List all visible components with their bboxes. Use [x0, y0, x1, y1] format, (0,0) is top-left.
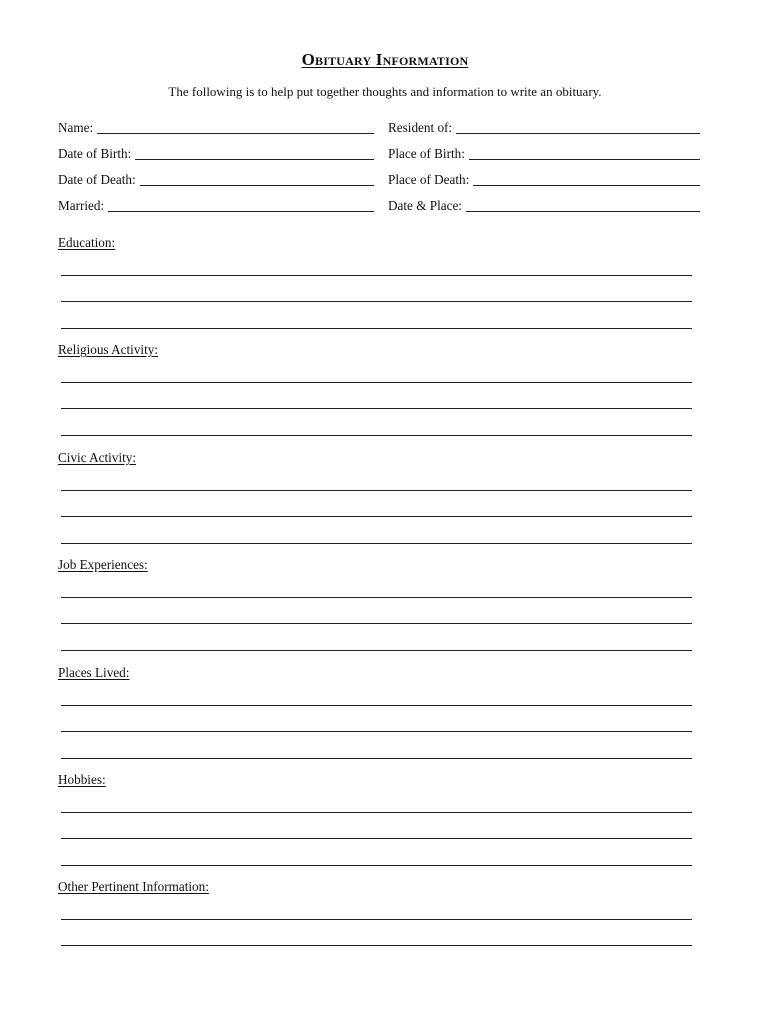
- places-lived-label: Places Lived:: [58, 665, 130, 680]
- married-field: [58, 198, 374, 214]
- hobbies-line[interactable]: [61, 812, 692, 813]
- civic-activity-line[interactable]: [61, 543, 692, 544]
- date-and-place-input[interactable]: [466, 199, 700, 212]
- place-of-birth-input[interactable]: [469, 147, 700, 160]
- date-of-death-input[interactable]: [140, 173, 374, 186]
- civic-activity-label: Civic Activity:: [58, 450, 137, 465]
- other-pertinent-information-label: Other Pertinent Information:: [58, 879, 209, 894]
- education-label: Education:: [58, 235, 116, 250]
- job-experiences-line[interactable]: [61, 623, 692, 624]
- religious-activity-line[interactable]: [61, 435, 692, 436]
- date-and-place-label: Date & Place:: [388, 198, 462, 213]
- place-of-birth-label: Place of Birth:: [388, 146, 465, 161]
- resident-of-label: Resident of:: [388, 120, 453, 135]
- education-line[interactable]: [61, 301, 692, 302]
- other-pertinent-information-line[interactable]: [61, 919, 692, 920]
- other-pertinent-information-line[interactable]: [61, 945, 692, 946]
- place-of-death-input[interactable]: [473, 173, 700, 186]
- page-subtitle: The following is to help put together thoughts and information to write an obituary.: [168, 84, 602, 99]
- page-title: Obituary Information: [301, 50, 469, 69]
- name-field: [58, 120, 374, 136]
- religious-activity-line[interactable]: [61, 382, 692, 383]
- date-and-place-field: [388, 198, 700, 214]
- date-of-birth-field: [58, 146, 374, 162]
- job-experiences-line[interactable]: [61, 650, 692, 651]
- job-experiences-label: Job Experiences:: [58, 557, 148, 572]
- religious-activity-label: Religious Activity:: [58, 342, 159, 357]
- married-label: Married:: [58, 198, 105, 213]
- name-label: Name:: [58, 120, 94, 135]
- married-input[interactable]: [108, 199, 374, 212]
- date-of-birth-input[interactable]: [135, 147, 374, 160]
- places-lived-line[interactable]: [61, 705, 692, 706]
- place-of-birth-field: [388, 146, 700, 162]
- date-of-birth-label: Date of Birth:: [58, 146, 132, 161]
- hobbies-line[interactable]: [61, 865, 692, 866]
- places-lived-line[interactable]: [61, 758, 692, 759]
- hobbies-line[interactable]: [61, 838, 692, 839]
- civic-activity-line[interactable]: [61, 516, 692, 517]
- religious-activity-line[interactable]: [61, 408, 692, 409]
- hobbies-label: Hobbies:: [58, 772, 106, 787]
- civic-activity-line[interactable]: [61, 490, 692, 491]
- place-of-death-field: [388, 172, 700, 188]
- place-of-death-label: Place of Death:: [388, 172, 470, 187]
- education-line[interactable]: [61, 275, 692, 276]
- name-input[interactable]: [97, 121, 374, 134]
- date-of-death-label: Date of Death:: [58, 172, 136, 187]
- places-lived-line[interactable]: [61, 731, 692, 732]
- resident-of-field: [388, 120, 700, 136]
- resident-of-input[interactable]: [456, 121, 700, 134]
- education-line[interactable]: [61, 328, 692, 329]
- job-experiences-line[interactable]: [61, 597, 692, 598]
- date-of-death-field: [58, 172, 374, 188]
